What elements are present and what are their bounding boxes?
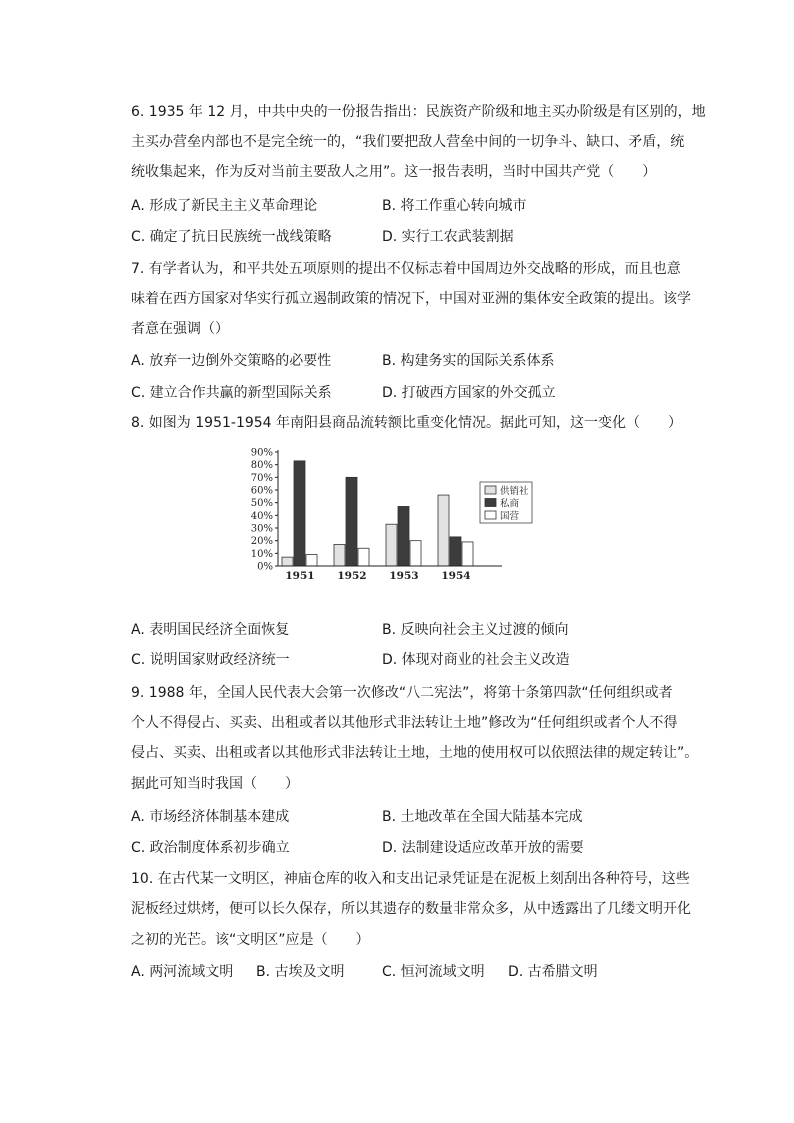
- y-tick-label: 70%: [250, 472, 273, 484]
- q9-option-c: C. 政治制度体系初步确立: [131, 840, 290, 856]
- q6-option-d: D. 实行工农武装割据: [382, 229, 514, 245]
- q7-option-d: D. 打破西方国家的外交孤立: [382, 385, 556, 401]
- bar-私商-1952: [346, 477, 357, 566]
- bar-供销社-1953: [386, 524, 397, 566]
- y-tick-label: 60%: [250, 485, 273, 497]
- q7-option-c: C. 建立合作共赢的新型国际关系: [131, 385, 332, 401]
- q8-option-a: A. 表明国民经济全面恢复: [131, 622, 290, 638]
- q9-option-b: B. 土地改革在全国大陆基本完成: [382, 809, 583, 825]
- q9-option-d: D. 法制建设适应改革开放的需要: [382, 840, 584, 856]
- legend-label: 国营: [500, 511, 520, 522]
- q7-line-2: 味着在西方国家对华实行孤立遏制政策的情况下，中国对亚洲的集体安全政策的提出。该学: [131, 291, 691, 307]
- x-tick-label: 1951: [285, 570, 315, 582]
- y-tick-label: 50%: [250, 498, 273, 510]
- legend-swatch: [485, 511, 496, 519]
- bar-供销社-1954: [438, 495, 449, 566]
- y-axis-ticks: [251, 448, 278, 573]
- bar-国营-1952: [358, 548, 369, 566]
- q9-option-a: A. 市场经济体制基本建成: [131, 809, 290, 825]
- commodity-share-bar-chart: [244, 440, 534, 586]
- bar-国营-1951: [306, 555, 317, 566]
- x-tick-label: 1952: [337, 570, 367, 582]
- y-tick-label: 80%: [250, 460, 273, 472]
- q10-line-1: 10. 在古代某一文明区，神庙仓库的收入和支出记录凭证是在泥板上刻刮出各种符号，这些: [131, 871, 690, 887]
- q6-line-2: 主买办营垒内部也不是完全统一的，“我们要把敌人营垒中间的一切争斗、缺口、矛盾，统: [131, 134, 685, 150]
- q10-option-b: B. 古埃及文明: [256, 964, 345, 980]
- legend-label: 私商: [500, 498, 520, 510]
- bar-私商-1953: [398, 506, 409, 566]
- q7-line-1: 7. 有学者认为，和平共处五项原则的提出不仅标志着中国周边外交战略的形成，而且也意: [131, 261, 681, 277]
- x-tick-label: 1954: [441, 570, 471, 582]
- q6-line-1: 6. 1935 年 12 月，中共中央的一份报告指出：民族资产阶级和地主买办阶级是有区别的，地: [131, 104, 706, 120]
- q6-line-3: 统收集起来，作为反对当前主要敌人之用”。这一报告表明，当时中国共产党（ ）: [131, 164, 657, 180]
- chart-legend: [480, 482, 532, 523]
- legend-swatch: [485, 486, 496, 494]
- y-tick-label: 90%: [250, 447, 273, 459]
- bar-供销社-1951: [282, 557, 293, 566]
- bar-供销社-1952: [334, 544, 345, 566]
- q8-line-1: 8. 如图为 1951-1954 年南阳县商品流转额比重变化情况。据此可知，这一变化（ ）: [131, 415, 683, 431]
- q8-option-c: C. 说明国家财政经济统一: [131, 652, 290, 668]
- q7-option-a: A. 放弃一边倒外交策略的必要性: [131, 353, 332, 369]
- bar-私商-1954: [450, 537, 461, 566]
- x-axis-ticks: [285, 570, 470, 582]
- y-tick-label: 30%: [250, 523, 273, 535]
- legend-swatch: [485, 499, 496, 507]
- q9-line-2: 个人不得侵占、买卖、出租或者以其他形式非法转让土地”修改为“任何组织或者个人不得: [131, 715, 678, 731]
- y-tick-label: 20%: [250, 536, 273, 548]
- q10-option-c: C. 恒河流域文明: [382, 964, 485, 980]
- bar-私商-1951: [294, 461, 305, 566]
- q9-line-1: 9. 1988 年，全国人民代表大会第一次修改“八二宪法”，将第十条第四款“任何组织或者: [131, 685, 673, 701]
- q10-option-a: A. 两河流域文明: [131, 964, 234, 980]
- q8-option-b: B. 反映向社会主义过渡的倾向: [382, 622, 569, 638]
- q6-option-a: A. 形成了新民主主义革命理论: [131, 198, 318, 214]
- x-tick-label: 1953: [389, 570, 419, 582]
- q9-line-4: 据此可知当时我国（ ）: [131, 776, 299, 792]
- bar-国营-1954: [462, 542, 473, 566]
- y-tick-label: 10%: [250, 548, 273, 560]
- q10-option-d: D. 古希腊文明: [508, 964, 598, 980]
- q10-line-2: 泥板经过烘烤，便可以长久保存，所以其遗存的数量非常众多，从中透露出了几缕文明开化: [131, 901, 691, 917]
- q6-option-c: C. 确定了抗日民族统一战线策略: [131, 229, 332, 245]
- q6-option-b: B. 将工作重心转向城市: [382, 198, 527, 214]
- q7-option-b: B. 构建务实的国际关系体系: [382, 353, 555, 369]
- y-tick-label: 40%: [250, 510, 273, 522]
- legend-label: 供销社: [500, 486, 529, 497]
- q10-line-3: 之初的光芒。该“文明区”应是（ ）: [131, 932, 370, 948]
- q9-line-3: 侵占、买卖、出租或者以其他形式非法转让土地，土地的使用权可以依照法律的规定转让”。: [131, 745, 699, 761]
- bar-series: [282, 461, 473, 566]
- q8-option-d: D. 体现对商业的社会主义改造: [382, 652, 570, 668]
- q7-line-3: 者意在强调（）: [131, 321, 229, 337]
- y-tick-label: 0%: [257, 561, 273, 573]
- bar-国营-1953: [410, 541, 421, 566]
